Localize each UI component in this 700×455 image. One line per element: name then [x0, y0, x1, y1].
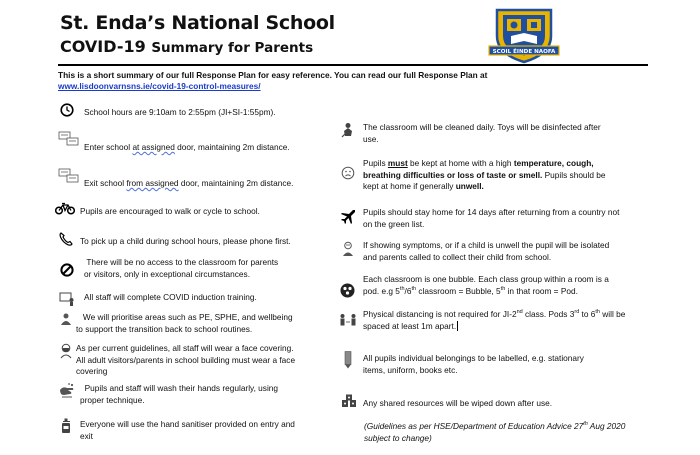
intro-text: This is a short summary of our full Response Plan for easy reference. You can read our full Response Plan at: [58, 70, 488, 80]
response-plan-link[interactable]: www.lisdoonvarnsns.ie/covid-19-control-measures/: [58, 81, 261, 91]
clock-icon: [60, 103, 74, 117]
face-mask-icon: [59, 343, 73, 359]
school-hours-text: School hours are 9:10am to 2:55pm (JI+SI-1:55pm).: [84, 107, 276, 117]
no-entry-icon: [60, 263, 74, 277]
enter-school-text: Enter school at assigned door, maintaining 2m distance.: [84, 142, 290, 152]
sanitiser-text: Everyone will use the hand sanitiser provided on entry and exit: [80, 419, 295, 441]
shared-resources-icon: [341, 394, 357, 408]
intro-paragraph: [58, 70, 658, 92]
no-access-text: There will be no access to the classroom for parents or visitors, only in exceptional circumstances.: [84, 257, 279, 279]
page-subtitle: [60, 37, 313, 56]
labelling-text: All pupils individual belongings to be labelled, e.g. stationary items, uniform, books etc.: [363, 353, 584, 375]
phone-icon: [58, 231, 74, 247]
shared-resources-text: Any shared resources will be wiped down after use.: [363, 398, 553, 408]
sick-face-icon: [341, 166, 355, 180]
isolation-text: If showing symptoms, or if a child is unwell the pupil will be isolated and parents called to collect their child from school.: [363, 240, 610, 262]
wellbeing-text: We will prioritise areas such as PE, SPHE, and wellbeing to support the transition back to school routines.: [76, 312, 293, 334]
travel-quarantine-text: Pupils should stay home for 14 days after returning from a country not on the green list.: [363, 207, 620, 229]
logo-text: SCOIL ÉINDE NAOFA: [492, 49, 556, 55]
training-icon: [59, 291, 75, 307]
airplane-icon: [340, 209, 356, 225]
walk-cycle-text: Pupils are encouraged to walk or cycle to school.: [80, 206, 260, 216]
stay-home-symptoms-text: Pupils must be kept at home with a high temperature, cough, breathing difficulties or loss of taste or smell. Pupils should be kept at home if generally unwell.: [363, 158, 606, 191]
distancing-icon: [339, 313, 357, 327]
bicycle-icon: [55, 202, 75, 215]
phone-first-text: To pick up a child during school hours, please phone first.: [80, 236, 291, 246]
class-bubble-icon: [340, 283, 355, 298]
wellbeing-icon: [59, 312, 73, 326]
class-bubble-text: Each classroom is one bubble. Each class group within a room is a pod. e.g 5th/6th classroom = Bubble, 5th in that room = Pod.: [363, 274, 609, 296]
cleaning-icon: [341, 122, 355, 138]
subtitle-summary: Summary for Parents: [151, 40, 314, 56]
sanitiser-icon: [60, 418, 72, 434]
school-crest-logo: [487, 6, 561, 66]
induction-text: All staff will complete COVID induction training.: [84, 292, 257, 302]
exit-sign-icon: [58, 168, 80, 184]
exit-school-text: Exit school from assigned door, maintaining 2m distance.: [84, 178, 294, 188]
face-covering-text: As per current guidelines, all staff will wear a face covering. All adult visitors/parents in school building must wear a face covering: [76, 343, 296, 376]
door-sign-icon: [58, 131, 80, 147]
handwash-icon: [58, 382, 76, 398]
wash-hands-text: Pupils and staff will wash their hands regularly, using proper technique.: [80, 383, 279, 405]
pencil-label-icon: [343, 351, 353, 369]
unwell-pupil-icon: [341, 241, 355, 257]
classroom-cleaning-text: The classroom will be cleaned daily. Toys will be disinfected after use.: [363, 122, 601, 144]
header-divider: [58, 64, 648, 66]
guidelines-note: (Guidelines as per HSE/Department of Education Advice 27th Aug 2020 subject to change): [364, 421, 626, 443]
physical-distancing-text: Physical distancing is not required for JI-2nd class. Pods 3rd to 6th will be spaced at least 1m apart.: [363, 309, 626, 331]
school-name: St. Enda’s National School: [60, 12, 335, 34]
subtitle-covid: COVID-19: [60, 37, 146, 56]
